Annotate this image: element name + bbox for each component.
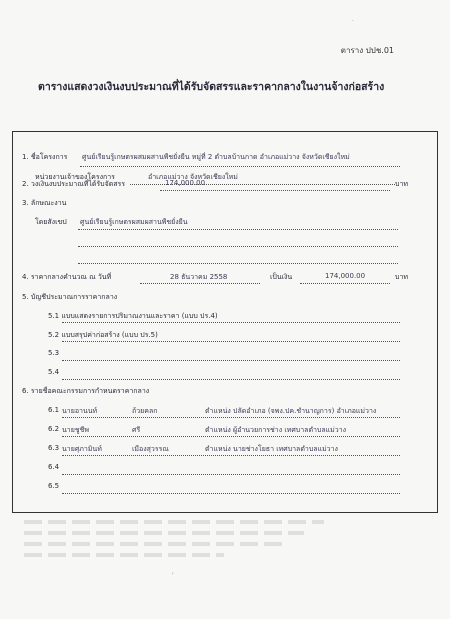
- committee-line-3: [62, 455, 400, 456]
- committee-no: 6.5: [48, 482, 60, 490]
- median-value-line: [300, 283, 390, 284]
- median-date-line: [140, 283, 260, 284]
- median-label: 4. ราคากลางคำนวณ ณ วันที่: [22, 273, 112, 281]
- committee-label: 6. รายชื่อคณะกรรมการกำหนดราคากลาง: [22, 387, 150, 395]
- reference-label: 5. บัญชีประมาณการราคากลาง: [22, 293, 118, 301]
- median-mid-label: เป็นเงิน: [270, 273, 293, 281]
- reference-item-4: 5.4: [48, 368, 60, 376]
- character-sub-label: โดยสังเขป: [35, 218, 67, 226]
- project-name: ศูนย์เรียนรู้เกษตรผสมผสานพืชยั่งยืน หมู่ที่ 2 ตำบลบ้านกาด อำเภอแม่วาง จังหวัดเชียงใหม่: [82, 153, 350, 161]
- agency-name: อำเภอแม่วาง จังหวัดเชียงใหม่: [148, 173, 238, 181]
- bleed-through-line: [24, 553, 224, 557]
- median-date: 28 ธันวาคม 2558: [170, 273, 228, 281]
- committee-name: นายศุภามินท์: [62, 445, 102, 453]
- committee-no: 6.1: [48, 406, 60, 414]
- reference-item-1: 5.1 แบบแสดงรายการปริมาณงานและราคา (แบบ ปร.4): [48, 312, 218, 320]
- document-title: ตารางแสดงวงเงินงบประมาณที่ได้รับจัดสรรและราคากลางในงานจ้างก่อสร้าง: [38, 81, 385, 93]
- committee-no: 6.3: [48, 444, 60, 452]
- reference-item-3: 5.3: [48, 349, 60, 357]
- reference-item-2: 5.2 แบบสรุปค่าก่อสร้าง (แบบ ปร.5): [48, 331, 158, 339]
- committee-no: 6.2: [48, 425, 60, 433]
- character-value: ศูนย์เรียนรู้เกษตรผสมผสานพืชยั่งยืน: [80, 218, 188, 226]
- reference-line-4: [62, 379, 400, 380]
- project-line: [80, 166, 400, 167]
- agency-label: หน่วยงานเจ้าของโครงการ: [35, 173, 115, 181]
- page-mark: .: [352, 16, 354, 23]
- bleed-through-line: [24, 542, 284, 546]
- form-code: ตาราง ปปช.01: [340, 46, 394, 55]
- committee-name: นายชูชีพ: [62, 426, 89, 434]
- committee-line-2: [62, 436, 400, 437]
- budget-unit: บาท: [395, 180, 408, 188]
- committee-line-1: [62, 417, 400, 418]
- committee-position: ตำแหน่ง ปลัดอำเภอ (จพง.ปค.ชำนาญการ) อำเภอแม่วาง: [205, 407, 377, 415]
- committee-position: ตำแหน่ง ผู้อำนวยการช่าง เทศบาลตำบลแม่วาง: [205, 426, 347, 434]
- project-label: 1. ชื่อโครงการ: [22, 153, 68, 161]
- committee-line-5: [62, 493, 400, 494]
- bleed-through-line: [24, 520, 324, 524]
- median-value: 174,000.00: [325, 272, 366, 280]
- reference-line-2: [62, 341, 400, 342]
- committee-line-4: [62, 474, 400, 475]
- committee-name: นายอานนท์: [62, 407, 98, 415]
- reference-line-1: [62, 322, 400, 323]
- character-label: 3. ลักษณะงาน: [22, 199, 67, 207]
- character-line-2: [78, 246, 398, 247]
- page-mark: ': [172, 572, 174, 579]
- committee-surname: ศรี: [132, 426, 141, 434]
- budget-value: 174,000.00: [165, 179, 206, 187]
- reference-line-3: [62, 360, 400, 361]
- committee-surname: ถ้วยคลก: [132, 407, 158, 415]
- committee-surname: เมืองสุวรรณ: [132, 445, 169, 453]
- character-line-3: [78, 263, 398, 264]
- character-line-1: [78, 229, 398, 230]
- budget-line: [160, 190, 390, 191]
- budget-label: 2. วงเงินงบประมาณที่ได้รับจัดสรร: [22, 180, 126, 188]
- committee-position: ตำแหน่ง นายช่างโยธา เทศบาลตำบลแม่วาง: [205, 445, 338, 453]
- median-unit: บาท: [395, 273, 408, 281]
- committee-no: 6.4: [48, 463, 60, 471]
- bleed-through-line: [24, 531, 304, 535]
